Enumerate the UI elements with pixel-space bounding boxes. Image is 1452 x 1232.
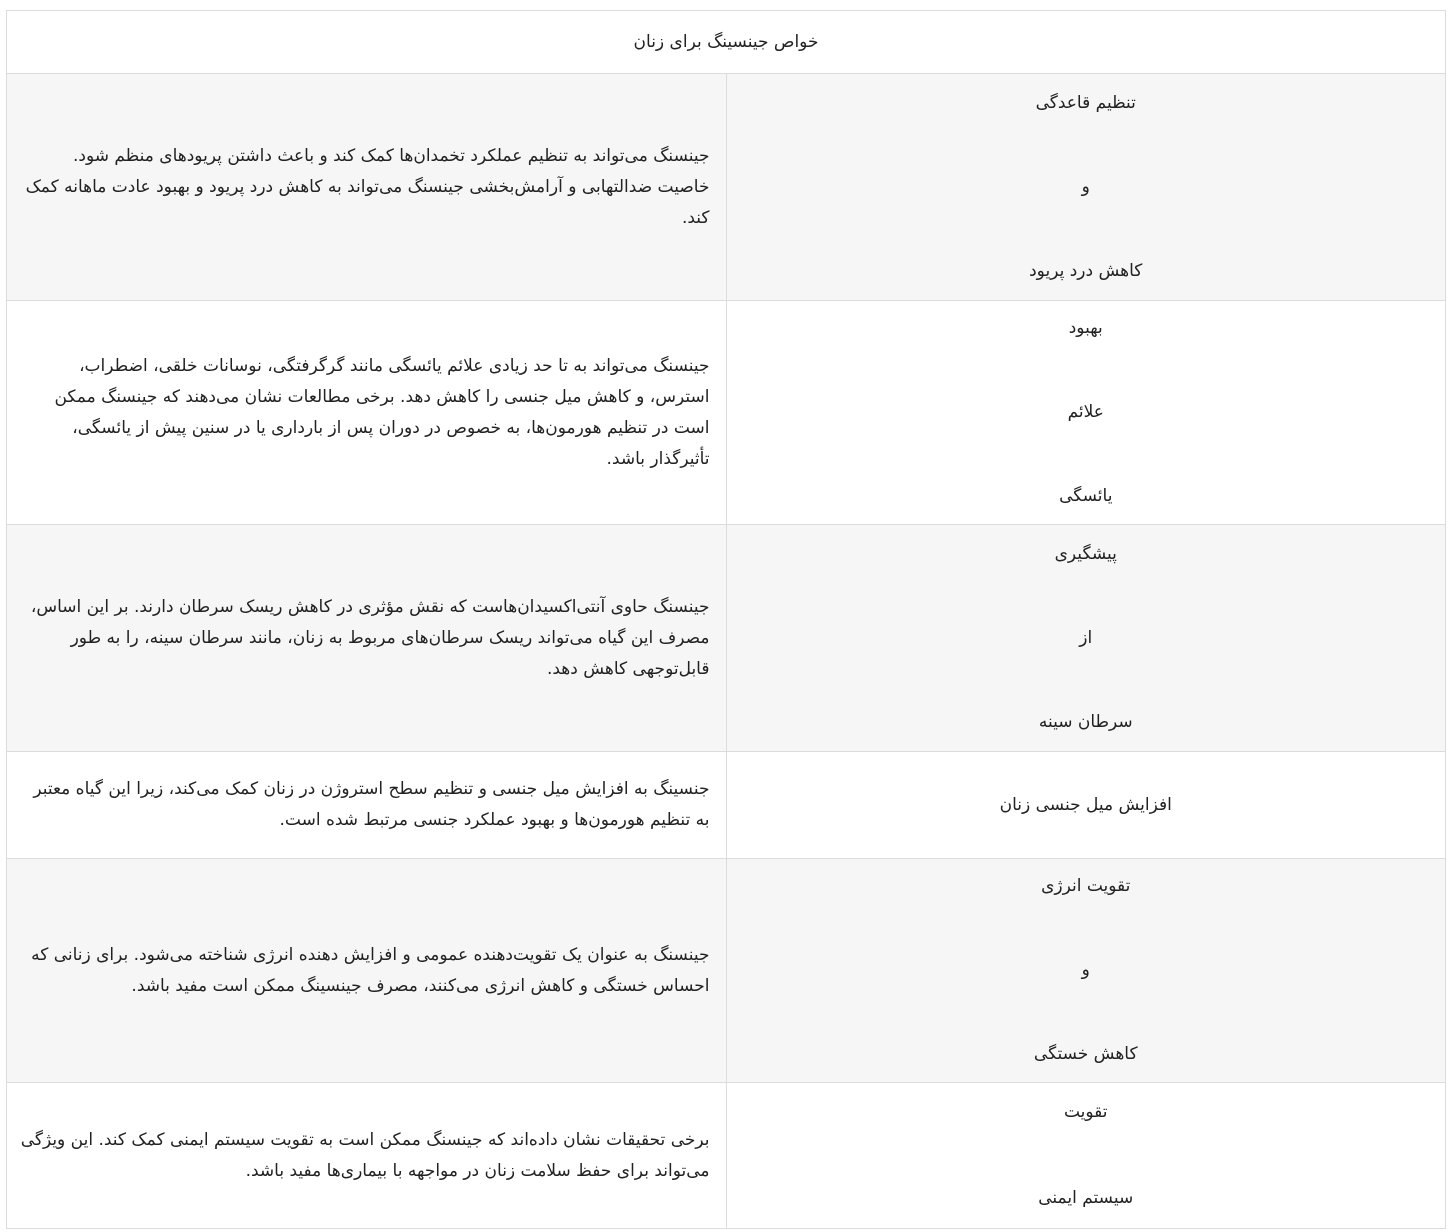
table-row [7,1083,1446,1229]
table-row [7,525,1446,752]
table-row [7,859,1446,1083]
row-label-line: تقویت انرژی [1041,876,1131,896]
row-label-immune [726,1083,1446,1229]
row-label-line: افزایش میل جنسی زنان [999,794,1172,815]
row-label-line: تنظیم قاعدگی [1035,92,1136,113]
row-label-line: یائسگی [1059,486,1113,506]
row-description-energy: جینسنگ به عنوان یک تقویت‌دهنده عمومی و افزایش دهنده انرژی شناخته می‌شود. برای زنانی که احساس خستگی و کاهش انرژی می‌کنند، مصرف جینسینگ ممکن است مفید باشد. [7,859,727,1083]
row-label-line: از [1079,627,1093,648]
row-label-line: و [1081,176,1090,197]
row-label-line: علائم [1067,402,1104,422]
table-title: خواص جینسینگ برای زنان [7,11,1446,74]
row-label-line: کاهش خستگی [1033,1044,1138,1064]
row-label-line: سیستم ایمنی [1038,1188,1134,1208]
row-label-line: تقویت [1063,1102,1108,1122]
row-label-line: سرطان سینه [1038,711,1133,732]
row-label-menopause [726,301,1446,525]
row-label-line: پیشگیری [1054,543,1117,564]
row-label-line: بهبود [1068,318,1103,338]
row-label-breast-cancer [726,525,1446,752]
row-description-immune: برخی تحقیقات نشان داده‌اند که جینسنگ ممکن است به تقویت سیستم ایمنی کمک کند. این ویژگی می‌تواند برای حفظ سلامت زنان در مواجهه با بیماری‌ها مفید باشد. [7,1083,727,1229]
table-row [7,301,1446,525]
table-row [7,752,1446,859]
table-row [7,74,1446,301]
ginseng-women-table-wrapper [6,10,1446,1229]
row-description-libido: جنسینگ به افزایش میل جنسی و تنظیم سطح استروژن در زنان کمک می‌کند، زیرا این گیاه معتبر به تنظیم هورمون‌ها و بهبود عملکرد جنسی مرتبط شده است. [7,752,727,859]
ginseng-women-table [6,10,1446,1229]
row-label-line: و [1081,960,1090,980]
row-label-libido [726,752,1446,859]
row-description-menstruation: جینسنگ می‌تواند به تنظیم عملکرد تخمدان‌ها کمک کند و باعث داشتن پریودهای منظم شود. خاصیت ضدالتهابی و آرامش‌بخشی جینسنگ می‌تواند به کاهش درد پریود و بهبود عادت ماهانه کمک کند. [7,74,727,301]
row-label-energy [726,859,1446,1083]
row-label-line: کاهش درد پریود [1029,260,1143,281]
row-description-breast-cancer: جینسنگ حاوی آنتی‌اکسیدان‌هاست که نقش مؤثری در کاهش ریسک سرطان دارند. بر این اساس، مصرف این گیاه می‌تواند ریسک سرطان‌های مربوط به زنان، مانند سرطان سینه، را به طور قابل‌توجهی کاهش دهد. [7,525,727,752]
row-label-menstruation [726,74,1446,301]
row-description-menopause: جینسنگ می‌تواند به تا حد زیادی علائم یائسگی مانند گرگرفتگی، نوسانات خلقی، اضطراب، استرس، و کاهش میل جنسی را کاهش دهد. برخی مطالعات نشان می‌دهند که جینسنگ ممکن است در تنظیم هورمون‌ها، به خصوص در دوران پس از بارداری یا در سنین پیش از یائسگی، تأثیرگذار باشد. [7,301,727,525]
